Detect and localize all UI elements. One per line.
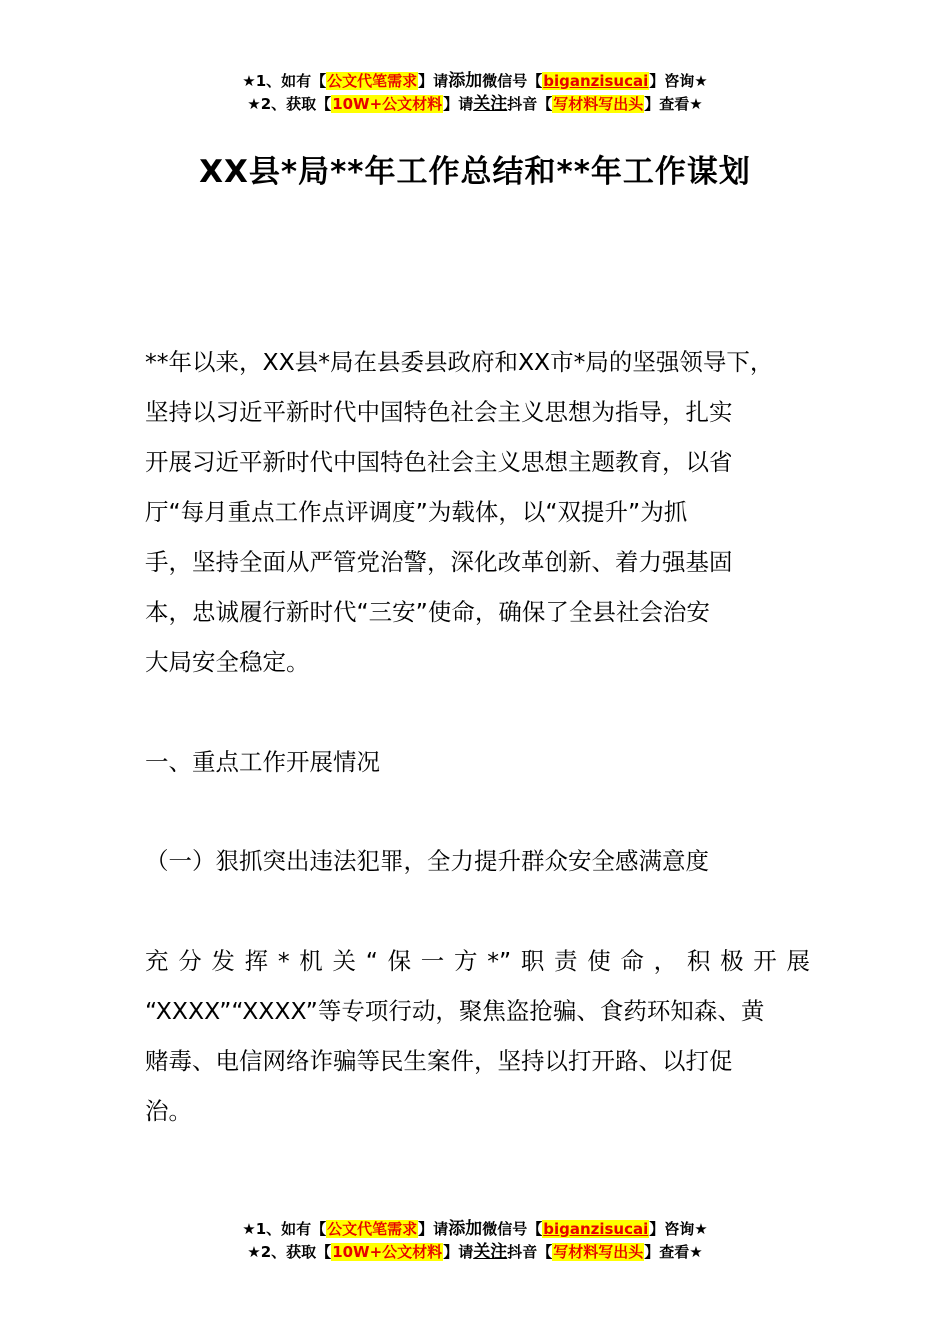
- banner-text: 】请: [418, 72, 449, 90]
- subsection-paragraph: [145, 936, 810, 1136]
- banner-line-2: [0, 1241, 950, 1264]
- paragraph-line: **年以来，XX县*局在县委县政府和XX市*局的坚强领导下，: [145, 348, 774, 376]
- emphasis-add: 添加: [448, 1219, 483, 1239]
- banner-text: 抖音【: [507, 95, 553, 113]
- paragraph-line: 手，坚持全面从严管党治警，深化改革创新、着力强基固: [145, 548, 733, 576]
- banner-text: 】查看★: [644, 95, 703, 113]
- banner-text: ★2、获取【: [247, 1243, 332, 1261]
- highlight-ghostwriting: 公文代笔需求: [327, 1220, 418, 1238]
- paragraph-line: 赌毒、电信网络诈骗等民生案件，坚持以打开路、以打促: [145, 1047, 733, 1075]
- banner-text: 】请: [418, 1220, 449, 1238]
- highlight-ghostwriting: 公文代笔需求: [327, 72, 418, 90]
- banner-text: 抖音【: [507, 1243, 553, 1261]
- highlight-douyin-account: 写材料写出头: [553, 95, 644, 113]
- banner-text: 】咨询★: [649, 72, 708, 90]
- intro-paragraph: [145, 337, 810, 687]
- emphasis-add: 添加: [448, 71, 483, 91]
- highlight-douyin-account: 写材料写出头: [553, 1243, 644, 1261]
- paragraph-line: 坚持以习近平新时代中国特色社会主义思想为指导，扎实: [145, 398, 733, 426]
- paragraph-line: 开展习近平新时代中国特色社会主义思想主题教育，以省: [145, 448, 733, 476]
- top-banner: [0, 70, 950, 116]
- emphasis-follow: 关注: [473, 94, 508, 114]
- paragraph-line: 治。: [145, 1097, 192, 1125]
- highlight-wechat-id: biganzisucai: [543, 1220, 649, 1238]
- banner-text: 】查看★: [644, 1243, 703, 1261]
- banner-text: 微信号【: [482, 1220, 543, 1238]
- paragraph-line: “XXXX”“XXXX”等专项行动，聚焦盗抢骗、食药环知森、黄: [145, 997, 765, 1025]
- banner-text: 】咨询★: [649, 1220, 708, 1238]
- banner-line-2: [0, 93, 950, 116]
- banner-text: 微信号【: [482, 72, 543, 90]
- paragraph-line: 厅“每月重点工作点评调度”为载体，以“双提升”为抓: [145, 498, 688, 526]
- banner-line-1: [0, 1218, 950, 1241]
- banner-text: ★2、获取【: [247, 95, 332, 113]
- paragraph-line: 充分发挥*机关“保一方*”职责使命，积极开展: [145, 947, 810, 975]
- bottom-banner: [0, 1218, 950, 1264]
- banner-text: 】请: [443, 1243, 474, 1261]
- banner-line-1: [0, 70, 950, 93]
- banner-text: ★1、如有【: [242, 72, 327, 90]
- highlight-materials: 10W+公文材料: [332, 95, 443, 113]
- emphasis-follow: 关注: [473, 1242, 508, 1262]
- document-title: XX县*局**年工作总结和**年工作谋划: [199, 154, 751, 190]
- section-heading: 一、重点工作开展情况: [145, 748, 380, 776]
- banner-text: ★1、如有【: [242, 1220, 327, 1238]
- subsection-heading: （一）狠抓突出违法犯罪，全力提升群众安全感满意度: [145, 847, 709, 875]
- highlight-materials: 10W+公文材料: [332, 1243, 443, 1261]
- paragraph-line: 本，忠诚履行新时代“三安”使命，确保了全县社会治安: [145, 598, 710, 626]
- paragraph-line: 大局安全稳定。: [145, 648, 310, 676]
- banner-text: 】请: [443, 95, 474, 113]
- highlight-wechat-id: biganzisucai: [543, 72, 649, 90]
